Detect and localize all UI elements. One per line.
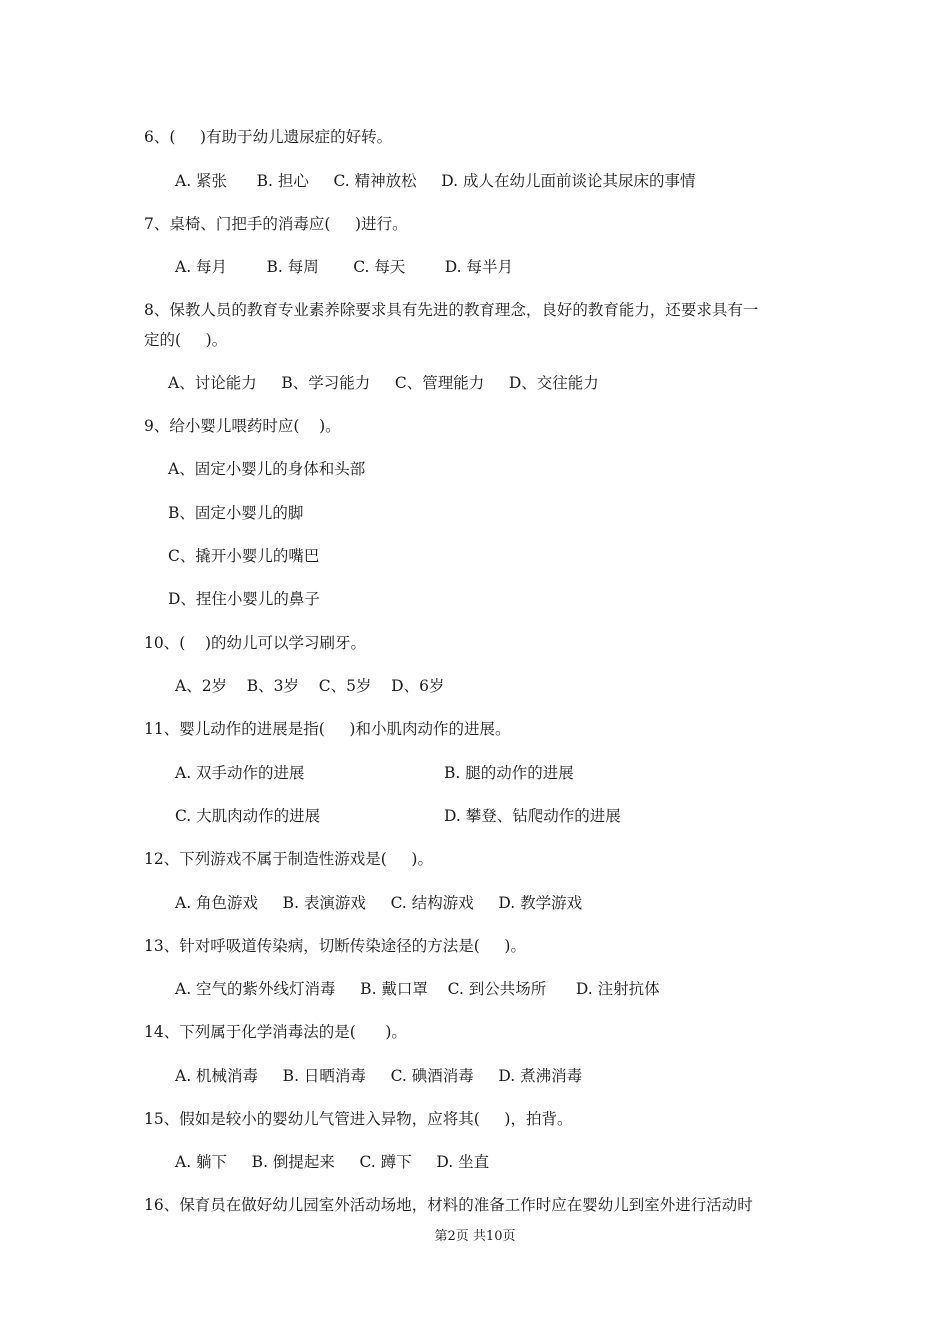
- question-8-stem-line2: 定的( )。: [144, 331, 228, 349]
- question-8-options: A、讨论能力 B、学习能力 C、管理能力 D、交往能力: [168, 374, 599, 392]
- question-15-stem: 15、假如是较小的婴幼儿气管进入异物，应将其( )，拍背。: [144, 1110, 573, 1128]
- question-11-stem: 11、婴儿动作的进展是指( )和小肌肉动作的进展。: [144, 720, 511, 738]
- question-9-option-d: D、捏住小婴儿的鼻子: [168, 590, 320, 608]
- question-11-option-a: A. 双手动作的进展: [175, 764, 305, 782]
- question-10-stem: 10、( )的幼儿可以学习刷牙。: [144, 634, 367, 652]
- question-8-stem-line1: 8、保教人员的教育专业素养除要求具有先进的教育理念，良好的教育能力，还要求具有一: [144, 301, 759, 319]
- question-13-stem: 13、针对呼吸道传染病，切断传染途径的方法是( )。: [144, 937, 526, 955]
- page-footer: 第2页 共10页: [434, 1229, 516, 1244]
- question-14-options: A. 机械消毒 B. 日晒消毒 C. 碘酒消毒 D. 煮沸消毒: [175, 1067, 583, 1085]
- question-11-option-b: B. 腿的动作的进展: [444, 764, 574, 782]
- question-6-options: A. 紧张 B. 担心 C. 精神放松 D. 成人在幼儿面前谈论其尿床的事情: [175, 172, 696, 190]
- question-7-options: A. 每月 B. 每周 C. 每天 D. 每半月: [175, 258, 514, 276]
- question-9-option-c: C、撬开小婴儿的嘴巴: [168, 547, 320, 565]
- question-9-option-a: A、固定小婴儿的身体和头部: [168, 460, 366, 478]
- question-15-options: A. 躺下 B. 倒提起来 C. 蹲下 D. 坐直: [175, 1153, 490, 1171]
- question-12-options: A. 角色游戏 B. 表演游戏 C. 结构游戏 D. 教学游戏: [175, 894, 583, 912]
- question-7-stem: 7、桌椅、门把手的消毒应( )进行。: [144, 215, 408, 233]
- question-16-stem: 16、保育员在做好幼儿园室外活动场地，材料的准备工作时应在婴幼儿到室外进行活动时: [144, 1196, 753, 1214]
- question-11-option-c: C. 大肌肉动作的进展: [175, 807, 321, 825]
- question-11-option-d: D. 攀登、钻爬动作的进展: [444, 807, 621, 825]
- question-10-options: A、2岁 B、3岁 C、5岁 D、6岁: [175, 677, 445, 695]
- question-12-stem: 12、下列游戏不属于制造性游戏是( )。: [144, 850, 433, 868]
- question-9-option-b: B、固定小婴儿的脚: [168, 504, 304, 522]
- question-6-stem: 6、( )有助于幼儿遗尿症的好转。: [144, 128, 393, 146]
- question-13-options: A. 空气的紫外线灯消毒 B. 戴口罩 C. 到公共场所 D. 注射抗体: [175, 980, 660, 998]
- question-14-stem: 14、下列属于化学消毒法的是( )。: [144, 1023, 407, 1041]
- question-9-stem: 9、给小婴儿喂药时应( )。: [144, 417, 341, 435]
